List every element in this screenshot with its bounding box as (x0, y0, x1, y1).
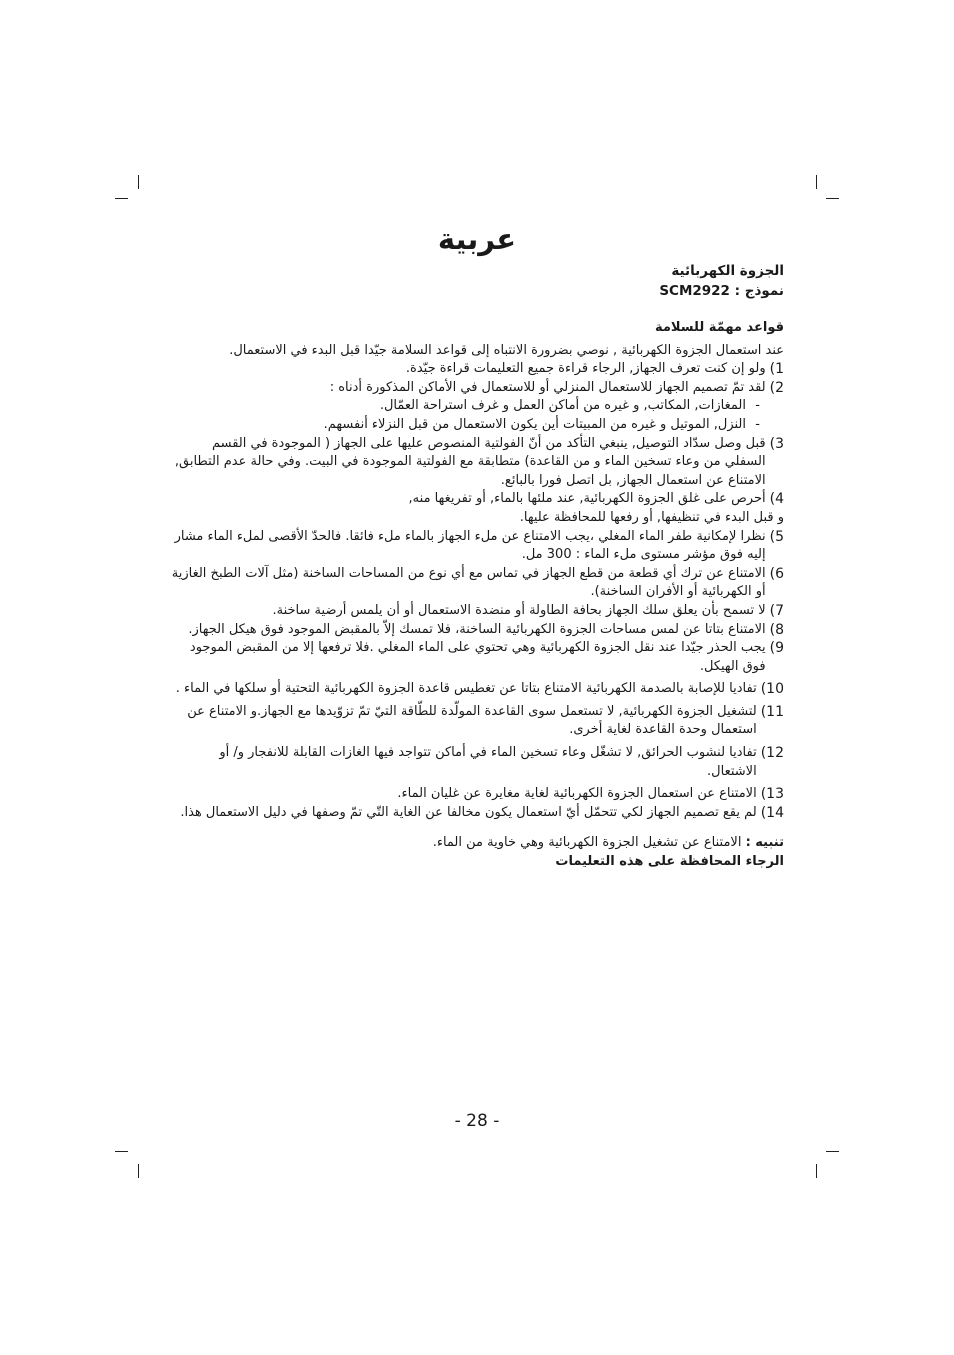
list-item (168, 639, 784, 676)
item-number: 2) (769, 379, 784, 396)
item-text: يجب الحذر جيّدا عند نقل الجزوة الكهربائية وهي تحتوي على الماء المغلي .فلا ترفعها إلا من المقبض الموجود فوق الهيكل. (189, 640, 766, 674)
dash-marker: - (755, 398, 760, 414)
page-number: - 28 - (454, 1111, 500, 1131)
list-item (168, 602, 784, 621)
list-item (168, 804, 784, 823)
list-item (168, 680, 784, 699)
product-name: الجزوة الكهربائية (671, 263, 784, 279)
warning-note (168, 834, 784, 853)
crop-mark (138, 175, 139, 189)
item-text: الامتناع بتاتا عن لمس مساحات الجزوة الكهربائية الساخنة، فلا تمسك إلاّ بالمقبض الموجود فوق هيكل الجهاز. (188, 621, 766, 637)
list-item (168, 744, 784, 781)
item-number: 11) (760, 703, 784, 720)
crop-mark (115, 1151, 128, 1152)
page-title: عربية (437, 222, 517, 256)
bullet-item (168, 397, 784, 416)
item-number: 3) (769, 435, 784, 452)
list-item (168, 528, 784, 565)
item-number: 5) (769, 528, 784, 545)
safety-heading: قواعد مهمّة للسلامة (654, 320, 784, 335)
item-number: 8) (769, 621, 784, 638)
crop-mark (138, 1164, 139, 1178)
list-item (168, 379, 784, 398)
item-number: 10) (760, 681, 784, 698)
crop-mark (826, 1151, 839, 1152)
item-text: الامتناع عن استعمال الجزوة الكهربائية لغاية مغايرة عن غليان الماء. (397, 786, 757, 802)
crop-mark (115, 198, 128, 199)
list-item (168, 621, 784, 640)
crop-mark (816, 175, 817, 189)
item-number: 6) (769, 565, 784, 582)
item-continuation: و قبل البدء في تنظيفها, أو رفعها للمحافظة عليها. (519, 509, 784, 525)
bullet-item (168, 416, 784, 435)
list-item (168, 703, 784, 740)
item-text: نظرا لإمكانية طفر الماء المغلي ،يجب الامتناع عن ملء الجهاز بالماء ملء فائقا. فالحدّ الأقصى لملء الماء مشار إليه فوق مؤشر مستوى ملء الماء : 300 مل. (174, 528, 766, 563)
item-text: الامتناع عن ترك أي قطعة من قطع الجهاز في تماس مع أي نوع من المساحات الساخنة (مثل آلات الطبخ الغازية أو الكهربائية أو الأفران الساخنة). (171, 565, 766, 600)
item-number: 7) (769, 602, 784, 619)
item-text: تفاديا للإصابة بالصدمة الكهربائية الامتناع بتاتا عن تغطيس قاعدة الجزوة الكهربائية التحتية أو سلكها في الماء . (175, 681, 757, 697)
list-item (168, 435, 784, 491)
warning-label: تنبيه : (745, 835, 784, 851)
model-label: نموذج : (734, 283, 784, 299)
item-text: لم يقع تصميم الجهاز لكي تتحمّل أيّ استعمال يكون مخالفا عن الغاية التّي تمّ وصفها في دليل الاستعمال هذا. (180, 804, 757, 820)
item-text: قبل وصل سدّاد التوصيل, ينبغي التأكد من أنّ الفولتية المنصوص عليها على الجهاز ( الموجودة في القسم السفلي من وعاء تسخين الماء و من القاعدة) متطابقة مع الفولتية الموجودة في البيت. وفي حالة عدم التطابق, الامتناع عن استعمال الجهاز, بل اتصل فورا بالبائع. (174, 435, 766, 488)
bullet-text: النزل, الموتيل و غيره من المبيتات أين يكون الاستعمال من قبل النزلاء أنفسهم. (323, 416, 746, 432)
item-text: ولو إن كنت تعرف الجهاز, الرجاء قراءة جميع التعليمات قراءة جيّدة. (405, 361, 766, 377)
list-item (168, 490, 784, 509)
document-body (168, 261, 784, 872)
item-number: 1) (769, 361, 784, 378)
list-item (168, 565, 784, 602)
item-text: لقد تمّ تصميم الجهاز للاستعمال المنزلي أو للاستعمال في الأماكن المذكورة أدناه : (329, 379, 766, 395)
model-value: SCM2922 (659, 283, 730, 299)
list-item (168, 360, 784, 379)
safety-intro: عند استعمال الجزوة الكهربائية , نوصي بضرورة الانتباه إلى قواعد السلامة جيّدا قبل البدء في الاستعمال. (229, 342, 784, 358)
item-number: 14) (760, 804, 784, 821)
dash-marker: - (755, 416, 760, 432)
warning-text: الامتناع عن تشغيل الجزوة الكهربائية وهي خاوية من الماء. (432, 835, 746, 851)
list-item (168, 785, 784, 804)
keep-instructions: الرجاء المحافظة على هذه التعليمات (555, 854, 784, 870)
item-text: لتشغيل الجزوة الكهربائية, لا تستعمل سوى القاعدة المولّدة للطّاقة التيّ تمّ تزوّيدها مع الجهاز.و الامتناع عن استعمال وحدة القاعدة لغاية أخرى. (187, 703, 757, 738)
item-number: 4) (769, 491, 784, 508)
item-number: 12) (760, 745, 784, 762)
item-text: أحرص على غلق الجزوة الكهربائية, عند ملئها بالماء, أو تفريغها منه, (408, 491, 766, 507)
model-line (168, 281, 784, 301)
crop-mark (826, 198, 839, 199)
crop-mark (816, 1164, 817, 1178)
item-text: تفاديا لنشوب الحرائق, لا تشغّل وعاء تسخين الماء في أماكن تتواجد فيها الغازات القابلة للانفجار و/ أو الاشتعال. (219, 745, 757, 779)
bullet-text: المغازات, المكاتب, و غيره من أماكن العمل و غرف استراحة العمّال. (379, 398, 746, 414)
item-text: لا تسمح بأن يعلق سلك الجهاز بحافة الطاولة أو منضدة الاستعمال أو أن يلمس أرضية ساخنة. (272, 602, 766, 618)
item-number: 9) (769, 640, 784, 657)
item-number: 13) (760, 786, 784, 803)
